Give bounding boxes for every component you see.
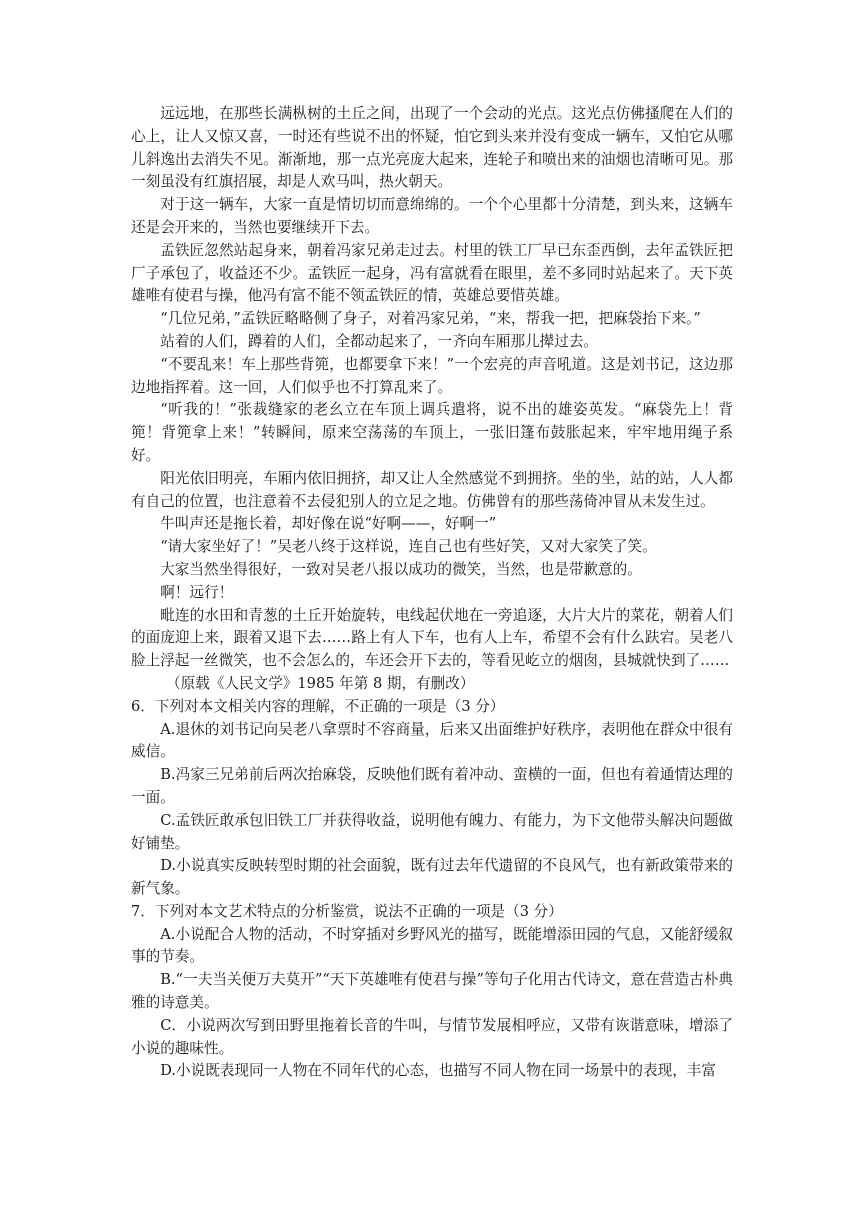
story-paragraph: 牛叫声还是拖长着，却好像在说“好啊——，好啊一”	[160, 515, 497, 533]
question-stem: 6．下列对本文相关内容的理解，不正确的一项是（3 分）	[131, 697, 505, 715]
story-paragraph: “不要乱来！车上那些背篼，也都要拿下来！”一个宏亮的声音吼道。这是刘书记，这边那边地指挥着。这一回，人们似乎也不打算乱来了。	[131, 355, 733, 396]
story-paragraph: 毗连的水田和青葱的土丘开始旋转，电线起伏地在一旁追逐，大片大片的菜花，朝着人们的面庞迎上来，跟着又退下去……路上有人下车，也有人上车，希望不会有什么趺宕。吴老八脸上浮起一丝微笑，也不会怎么的，车还会开下去的，等看见屹立的烟囱，县城就快到了……	[131, 606, 733, 670]
story-paragraph: “几位兄弟，”孟铁匠略略侧了身子，对着冯家兄弟，“来，帮我一把，把麻袋抬下来。”	[160, 310, 701, 328]
story-paragraph: 大家当然坐得很好，一致对吴老八报以成功的微笑，当然，也是带歉意的。	[160, 560, 642, 578]
story-paragraph: 对于这一辆车，大家一直是情切切而意绵绵的。一个个心里都十分清楚，到头来，这辆车还是会开来的，当然也要继续开下去。	[131, 196, 733, 236]
story-paragraph: 孟铁匠忽然站起身来，朝着冯家兄弟走过去。村里的铁工厂早已东歪西倒，去年孟铁匠把厂子承包了，收益还不少。孟铁匠一起身，冯有富就看在眼里，差不多同时站起来了。天下英雄唯有使君与操，他冯有富不能不领孟铁匠的情，英雄总要惜英雄。	[131, 241, 733, 305]
question-stem: 7．下列对本文艺术特点的分析鉴赏，说法不正确的一项是（3 分）	[131, 902, 563, 920]
question-7	[131, 901, 733, 1083]
answer-option-a: A.退休的刘书记向吴老八拿票时不容商量，后来又出面维护好秩序，表明他在群众中很有威信。	[131, 720, 733, 761]
answer-option-d: D.小说真实反映转型时期的社会面貌，既有过去年代遗留的不良风气，也有新政策带来的新气象。	[131, 857, 733, 898]
answer-option-b: B.冯家三兄弟前后两次抬麻袋，反映他们既有着冲动、蛮横的一面，但也有着通情达理的一面。	[131, 766, 733, 806]
story-paragraph: “请大家坐好了！”吴老八终于这样说，连自己也有些好笑，又对大家笑了笑。	[160, 538, 657, 556]
story-excerpt	[131, 103, 733, 673]
content-column	[131, 103, 733, 1083]
story-paragraph: 远远地，在那些长满枞树的土丘之间，出现了一个会动的光点。这光点仿佛搔爬在人们的心上，让人又惊又喜，一时还有些说不出的怀疑，怕它到头来并没有变成一辆车，又怕它从哪儿斜逸出去消失不见。渐渐地，那一点光亮庞大起来，连轮子和喷出来的油烟也清晰可见。那一刻虽没有红旗招展，却是人欢马叫，热火朝天。	[131, 105, 733, 191]
answer-option-c: C．小说两次写到田野里拖着长音的牛叫，与情节发展相呼应，又带有诙谐意味，增添了小说的趣味性。	[131, 1016, 733, 1057]
story-paragraph: 啊！远行！	[160, 583, 234, 601]
source-citation: （原载《人民文学》1985 年第 8 期，有删改）	[166, 674, 475, 692]
story-paragraph: “听我的！”张裁缝家的老幺立在车顶上调兵遣将，说不出的雄姿英发。“麻袋先上！背篼！背篼拿上来！”转瞬间，原来空荡荡的车顶上，一张旧篷布鼓胀起来，牢牢地用绳子系好。	[131, 401, 733, 464]
answer-option-b: B.“一夫当关便万夫莫开”“天下英雄唯有使君与操”等句子化用古代诗文，意在营造古朴典雅的诗意美。	[131, 971, 733, 1012]
story-paragraph: 阳光依旧明亮，车厢内依旧拥挤，却又让人全然感觉不到拥挤。坐的坐，站的站，人人都有自己的位置，也注意着不去侵犯别人的立足之地。仿佛曾有的那些荡倚冲冒从未发生过。	[131, 469, 733, 510]
question-6	[131, 696, 733, 901]
story-paragraph: 站着的人们，蹲着的人们，全都动起来了，一齐向车厢那儿撵过去。	[160, 332, 599, 350]
answer-option-d: D.小说既表现同一人物在不同年代的心态，也描写不同人物在同一场景中的表现，丰富	[160, 1062, 716, 1080]
answer-option-a: A.小说配合人物的活动，不时穿插对乡野风光的描写，既能增添田园的气息，又能舒缓叙事的节奏。	[131, 925, 733, 966]
answer-option-c: C.孟铁匠敢承包旧铁工厂并获得收益，说明他有魄力、有能力，为下文他带头解决问题做好铺垫。	[131, 811, 733, 852]
